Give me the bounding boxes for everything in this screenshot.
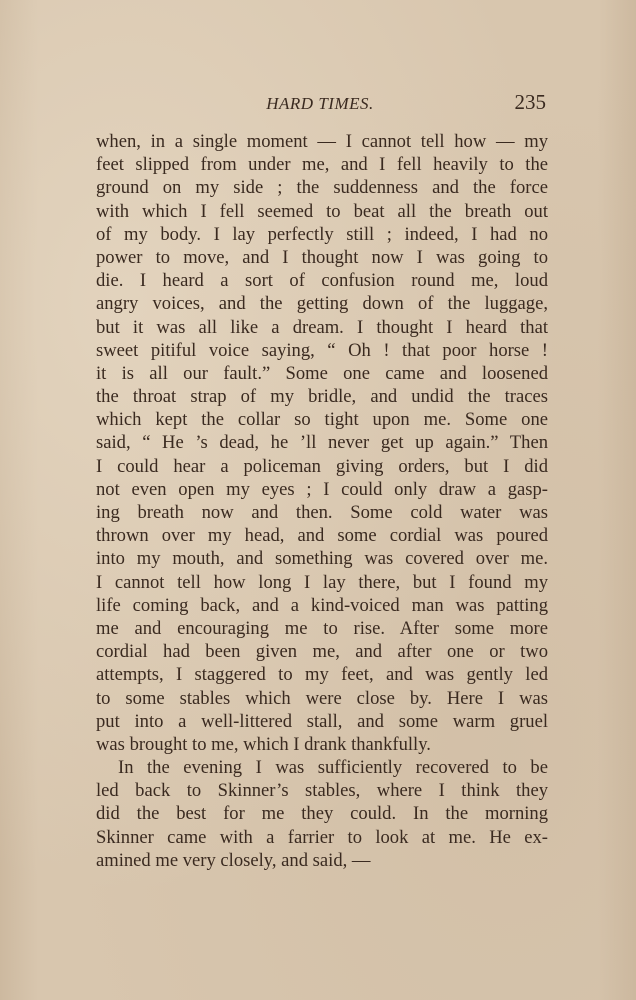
text-line: when, in a single moment — I cannot tell how — my (96, 131, 548, 152)
text-line: amined me very closely, and said, — (96, 849, 371, 871)
text-line: ing breath now and then. Some cold water was (96, 502, 548, 523)
text-line: angry voices, and the getting down of the luggage, (96, 293, 548, 315)
text-line: with which I fell seemed to beat all the breath out (96, 200, 548, 222)
body-text (96, 130, 548, 872)
text-line: ground on my side ; the suddenness and the force (96, 177, 548, 199)
text-line: not even open my eyes ; I could only draw a gasp- (96, 478, 548, 500)
text-line: feet slipped from under me, and I fell heavily to the (96, 154, 548, 176)
text-line: cordial had been given me, and after one or two (96, 641, 548, 663)
text-line: sweet pitiful voice saying, “ Oh ! that poor horse ! (96, 339, 548, 361)
text-line: of my body. I lay perfectly still ; indeed, I had no (96, 223, 548, 245)
text-line: In the evening I was sufficiently recovered to be (118, 757, 548, 779)
paragraph-2 (96, 756, 548, 872)
text-line: power to move, and I thought now I was going to (96, 246, 548, 268)
text-line: into my mouth, and something was covered over me. (96, 548, 548, 570)
text-line: the throat strap of my bridle, and undid the traces (96, 386, 548, 408)
text-line: I cannot tell how long I lay there, but I found my (96, 571, 548, 593)
text-line: which kept the collar so tight upon me. Some one (96, 409, 548, 431)
text-line: die. I heard a sort of confusion round me, loud (96, 270, 548, 292)
text-line: Skinner came with a farrier to look at me. He ex- (96, 826, 548, 848)
text-line: to some stables which were close by. Here I was (96, 687, 548, 709)
text-line: led back to Skinner’s stables, where I think they (96, 780, 548, 802)
text-line: life coming back, and a kind-voiced man was patting (96, 594, 548, 616)
page-number: 235 (514, 90, 546, 114)
text-line: said, “ He ’s dead, he ’ll never get up again.” Then (96, 432, 548, 454)
text-line: me and encouraging me to rise. After some more (96, 617, 548, 639)
running-title: HARD TIMES. (266, 94, 374, 113)
text-line: thrown over my head, and some cordial was poured (96, 525, 548, 547)
text-line: was brought to me, which I drank thankfully. (96, 733, 431, 755)
text-line: it is all our fault.” Some one came and loosened (96, 362, 548, 384)
text-line: put into a well-littered stall, and some warm gruel (96, 710, 548, 732)
paragraph-1 (96, 130, 548, 756)
text-line: but it was all like a dream. I thought I heard that (96, 316, 548, 338)
text-line: attempts, I staggered to my feet, and was gently led (96, 664, 548, 686)
text-line: did the best for me they could. In the morning (96, 803, 548, 825)
running-head (96, 90, 548, 118)
text-line: I could hear a policeman giving orders, but I did (96, 455, 548, 477)
